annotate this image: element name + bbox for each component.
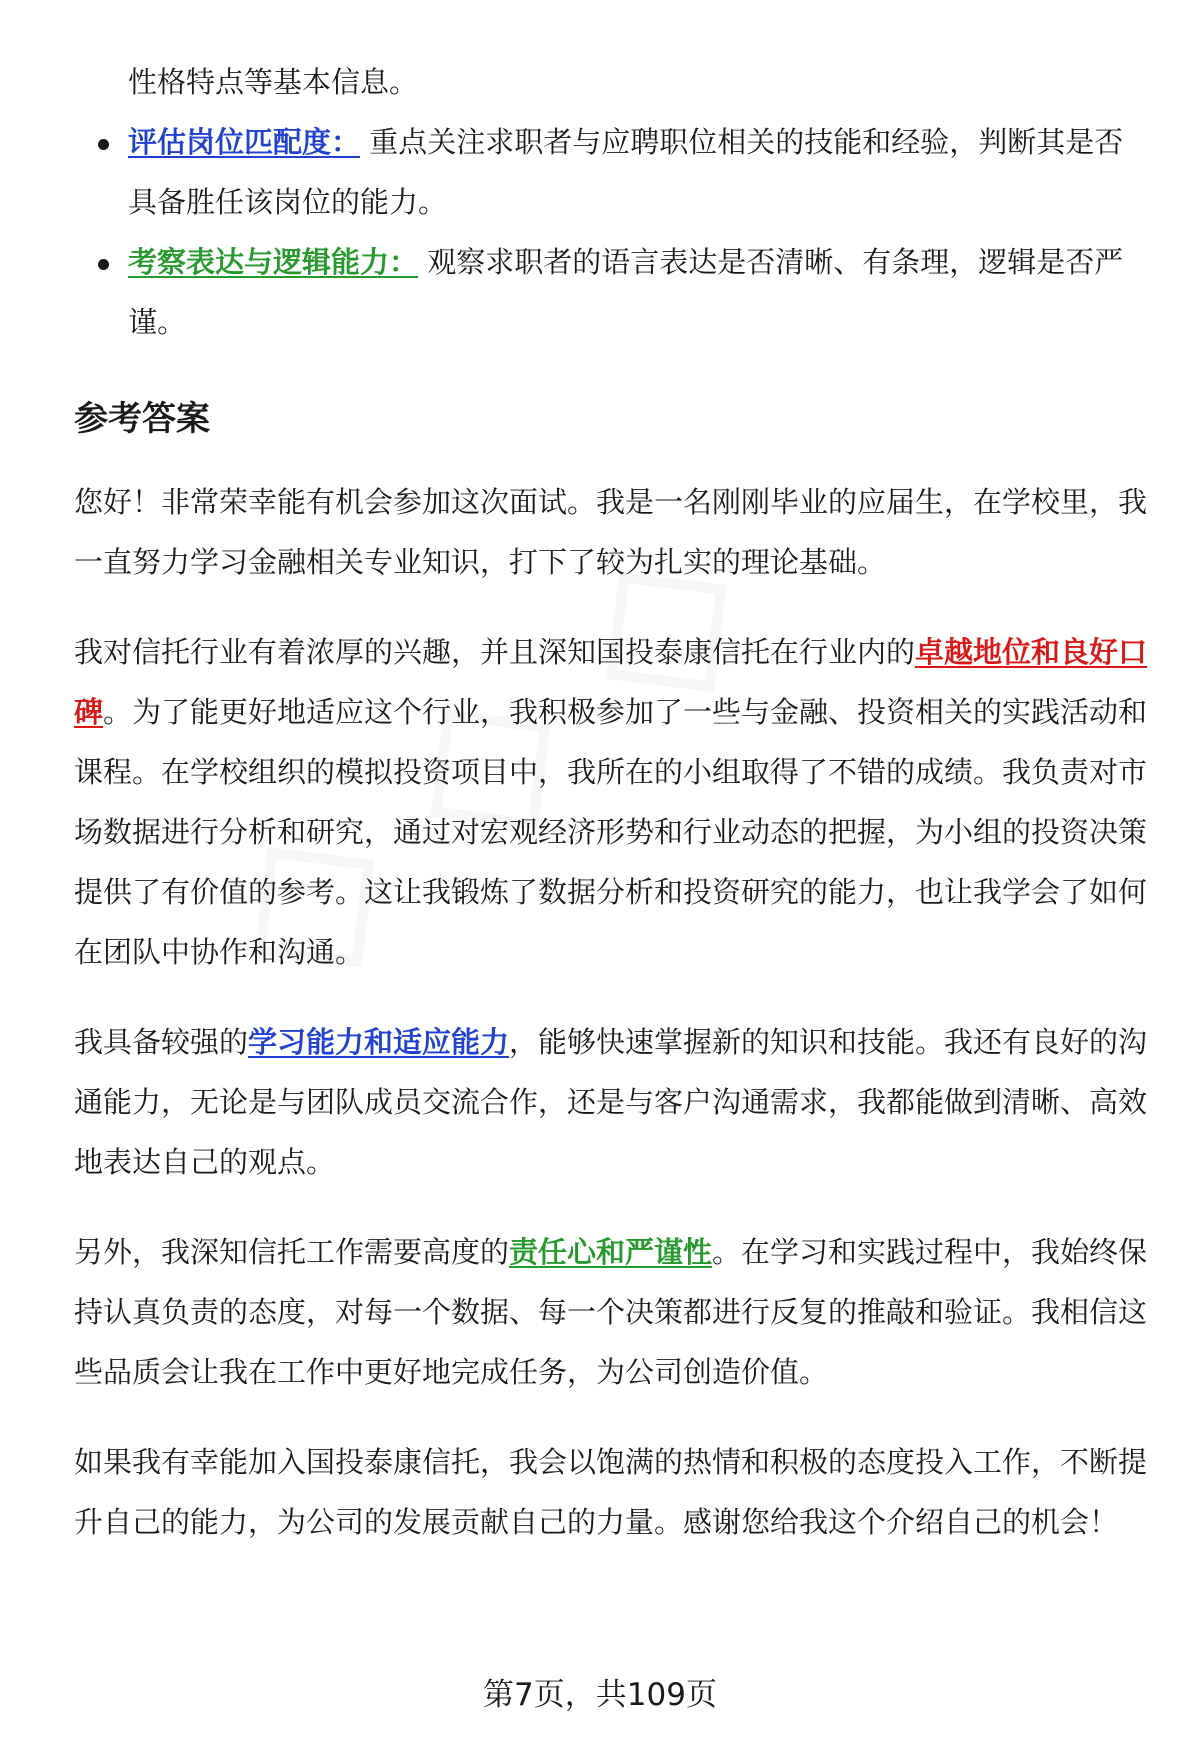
bullet-list — [74, 112, 1150, 352]
bullet-term: 评估岗位匹配度： — [128, 125, 361, 159]
paragraph-greeting: 您好！非常荣幸能有机会参加这次面试。我是一名刚刚毕业的应届生，在学校里，我一直努力学习金融相关专业知识，打下了较为扎实的理论基础。 — [74, 485, 1148, 579]
paragraph-industry-interest — [74, 622, 1150, 982]
bullet-text: 重点关注求职者与应聘职位相关的技能和经验，判断其是否具备胜任该岗位的能力。 — [128, 125, 1124, 219]
paragraph-text: 。在学习和实践过程中，我始终保持认真负责的态度，对每一个数据、每一个决策都进行反复的推敲和验证。我相信这些品质会让我在工作中更好地完成任务，为公司创造价值。 — [74, 1235, 1148, 1389]
paragraph-text: 另外，我深知信托工作需要高度的 — [74, 1235, 510, 1269]
paragraph-closing: 如果我有幸能加入国投泰康信托，我会以饱满的热情和积极的态度投入工作，不断提升自己的能力，为公司的发展贡献自己的力量。感谢您给我这个介绍自己的机会！ — [74, 1445, 1148, 1539]
highlight-responsibility: 责任心和严谨性 — [509, 1235, 713, 1269]
bullet-text: 观察求职者的语言表达是否清晰、有条理，逻辑是否严谨。 — [128, 245, 1124, 339]
bullet-item-job-fit — [74, 112, 1150, 232]
bullet-dot-icon — [98, 259, 109, 270]
bullet-term: 考察表达与逻辑能力： — [128, 245, 419, 279]
section-heading: 参考答案 — [74, 399, 210, 439]
paragraph-responsibility — [74, 1222, 1150, 1402]
paragraph-abilities — [74, 1012, 1150, 1192]
bullet-dot-icon — [98, 139, 109, 150]
paragraph-text: ，能够快速掌握新的知识和技能。我还有良好的沟通能力，无论是与团队成员交流合作，还是与客户沟通需求，我都能做到清晰、高效地表达自己的观点。 — [74, 1025, 1148, 1179]
paragraph-text: 。为了能更好地适应这个行业，我积极参加了一些与金融、投资相关的实践活动和课程。在学校组织的模拟投资项目中，我所在的小组取得了不错的成绩。我负责对市场数据进行分析和研究，通过对宏观经济形势和行业动态的把握，为小组的投资决策提供了有价值的参考。这让我锻炼了数据分析和投资研究的能力，也让我学会了如何在团队中协作和沟通。 — [74, 695, 1148, 969]
bullet-item-expression-logic — [74, 232, 1150, 352]
highlight-reputation: 卓越地位和良好口碑 — [74, 635, 1148, 729]
page-content — [74, 52, 1150, 1582]
page-number-footer: 第7页，共109页 — [483, 1677, 717, 1713]
continuation-text: 性格特点等基本信息。 — [128, 65, 419, 99]
highlight-learning-ability: 学习能力和适应能力 — [248, 1025, 510, 1059]
paragraph-text: 我具备较强的 — [74, 1025, 249, 1059]
paragraph-text: 我对信托行业有着浓厚的兴趣，并且深知国投泰康信托在行业内的 — [74, 635, 916, 669]
